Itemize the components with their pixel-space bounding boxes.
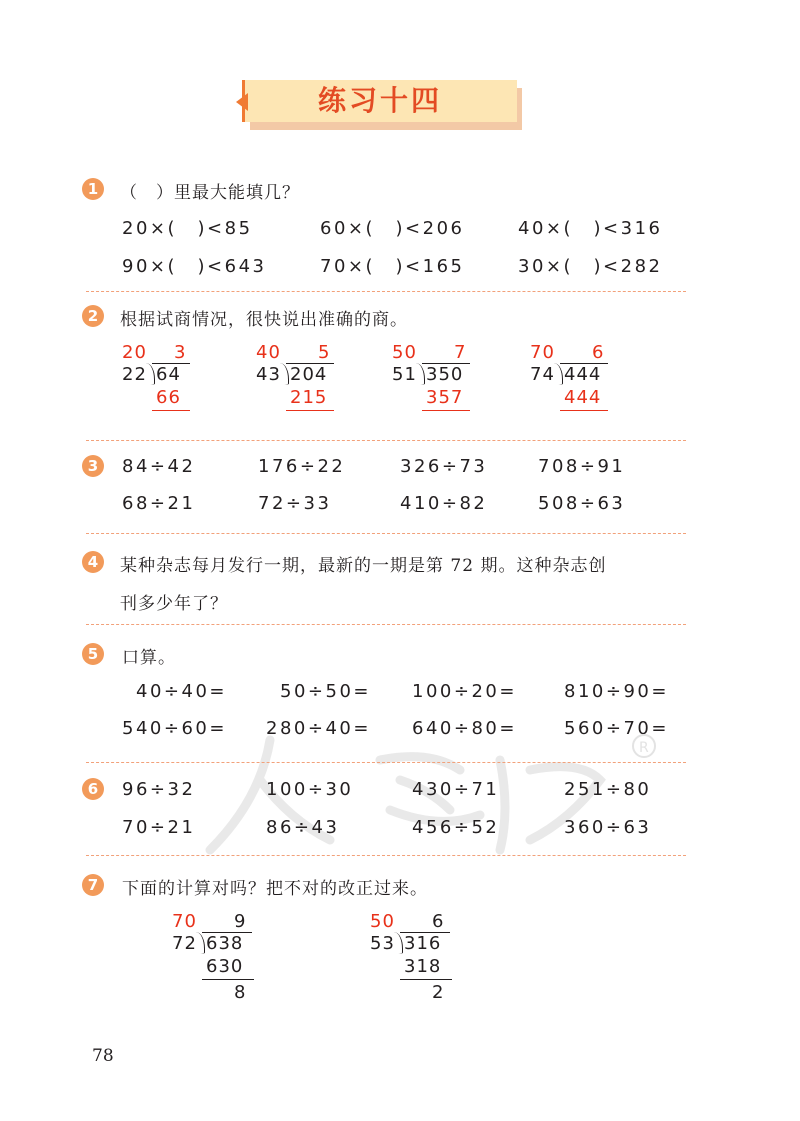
- divisor: 51: [392, 364, 417, 385]
- q1-expr: 40×( )<316: [518, 218, 663, 239]
- estimate-quotient: 70: [530, 342, 555, 363]
- q2-prompt: 根据试商情况，很快说出准确的商。: [120, 310, 408, 330]
- q3-expr: 708÷91: [538, 456, 626, 477]
- long-division: [370, 911, 445, 1121]
- q3-expr: 410÷82: [400, 493, 488, 514]
- page-title: 练习十四: [317, 84, 442, 117]
- q6-expr: 251÷80: [564, 779, 652, 800]
- title-banner: [236, 80, 528, 130]
- svg-text:R: R: [639, 740, 649, 756]
- question-number-3: 3: [82, 455, 104, 477]
- product: 444: [564, 387, 602, 408]
- quotient: 5: [318, 342, 331, 363]
- quotient: 6: [592, 342, 605, 363]
- estimate-quotient: 50: [370, 911, 395, 932]
- quotient: 9: [234, 911, 247, 932]
- q1-expr: 30×( )<282: [518, 256, 663, 277]
- product-underline: [422, 410, 470, 411]
- product-underline: [202, 979, 254, 980]
- q4-line2: 刊多少年了？: [120, 594, 228, 614]
- divisor: 43: [256, 364, 281, 385]
- q5-expr: 280÷40=: [266, 718, 371, 739]
- product-underline: [152, 410, 190, 411]
- estimate-quotient: 50: [392, 342, 417, 363]
- dividend: 316: [404, 933, 442, 954]
- product: 630: [206, 956, 244, 977]
- q5-expr: 560÷70=: [564, 718, 669, 739]
- q6-expr: 456÷52: [412, 817, 500, 838]
- product-underline: [560, 410, 608, 411]
- division-bracket: [146, 363, 155, 385]
- page-number: 78: [92, 1046, 114, 1066]
- question-number-1: 1: [82, 178, 104, 200]
- q1-expr: 60×( )<206: [320, 218, 465, 239]
- dividend: 638: [206, 933, 244, 954]
- division-bracket: [394, 932, 403, 954]
- q6-expr: 100÷30: [266, 779, 354, 800]
- q6-expr: 96÷32: [122, 779, 196, 800]
- dividend: 350: [426, 364, 464, 385]
- q4-line1: 某种杂志每月发行一期，最新的一期是第 72 期。这种杂志创: [120, 556, 607, 576]
- remainder: 8: [234, 982, 247, 1003]
- q1-expr: 90×( )<643: [122, 256, 267, 277]
- estimate-quotient: 70: [172, 911, 197, 932]
- question-number-7: 7: [82, 874, 104, 896]
- divisor: 22: [122, 364, 147, 385]
- product: 357: [426, 387, 464, 408]
- q3-expr: 508÷63: [538, 493, 626, 514]
- q5-prompt: 口算。: [122, 648, 176, 668]
- product: 66: [156, 387, 181, 408]
- dividend: 444: [564, 364, 602, 385]
- q7-prompt: 下面的计算对吗？把不对的改正过来。: [122, 879, 428, 899]
- dividend: 204: [290, 364, 328, 385]
- q5-expr: 640÷80=: [412, 718, 517, 739]
- question-number-4: 4: [82, 551, 104, 573]
- estimate-quotient: 40: [256, 342, 281, 363]
- remainder: 2: [432, 982, 445, 1003]
- section-divider: [86, 533, 686, 534]
- q5-expr: 50÷50=: [280, 681, 371, 702]
- dividend: 64: [156, 364, 181, 385]
- division-bracket: [416, 363, 425, 385]
- q5-expr: 100÷20=: [412, 681, 517, 702]
- q6-expr: 70÷21: [122, 817, 196, 838]
- long-division: [172, 911, 247, 1121]
- division-bracket: [554, 363, 563, 385]
- q1-expr: 20×( )<85: [122, 218, 253, 239]
- q3-expr: 84÷42: [122, 456, 196, 477]
- division-bracket: [196, 932, 205, 954]
- q6-expr: 86÷43: [266, 817, 340, 838]
- q5-expr: 40÷40=: [136, 681, 227, 702]
- product: 318: [404, 956, 442, 977]
- product-underline: [400, 979, 452, 980]
- quotient: 3: [174, 342, 187, 363]
- section-divider: [86, 291, 686, 292]
- q1-expr: 70×( )<165: [320, 256, 465, 277]
- section-divider: [86, 855, 686, 856]
- q3-expr: 176÷22: [258, 456, 346, 477]
- product: 215: [290, 387, 328, 408]
- question-number-2: 2: [82, 305, 104, 327]
- q6-expr: 360÷63: [564, 817, 652, 838]
- q6-expr: 430÷71: [412, 779, 500, 800]
- divisor: 74: [530, 364, 555, 385]
- question-number-6: 6: [82, 778, 104, 800]
- product-underline: [286, 410, 334, 411]
- section-divider: [86, 440, 686, 441]
- q3-expr: 326÷73: [400, 456, 488, 477]
- divisor: 72: [172, 933, 197, 954]
- q5-expr: 810÷90=: [564, 681, 669, 702]
- section-divider: [86, 762, 686, 763]
- q3-expr: 72÷33: [258, 493, 332, 514]
- quotient: 7: [454, 342, 467, 363]
- quotient: 6: [432, 911, 445, 932]
- section-divider: [86, 624, 686, 625]
- division-bracket: [280, 363, 289, 385]
- divisor: 53: [370, 933, 395, 954]
- q5-expr: 540÷60=: [122, 718, 227, 739]
- q3-expr: 68÷21: [122, 493, 196, 514]
- q1-prompt: （ ）里最大能填几？: [120, 183, 300, 203]
- question-number-5: 5: [82, 643, 104, 665]
- estimate-quotient: 20: [122, 342, 147, 363]
